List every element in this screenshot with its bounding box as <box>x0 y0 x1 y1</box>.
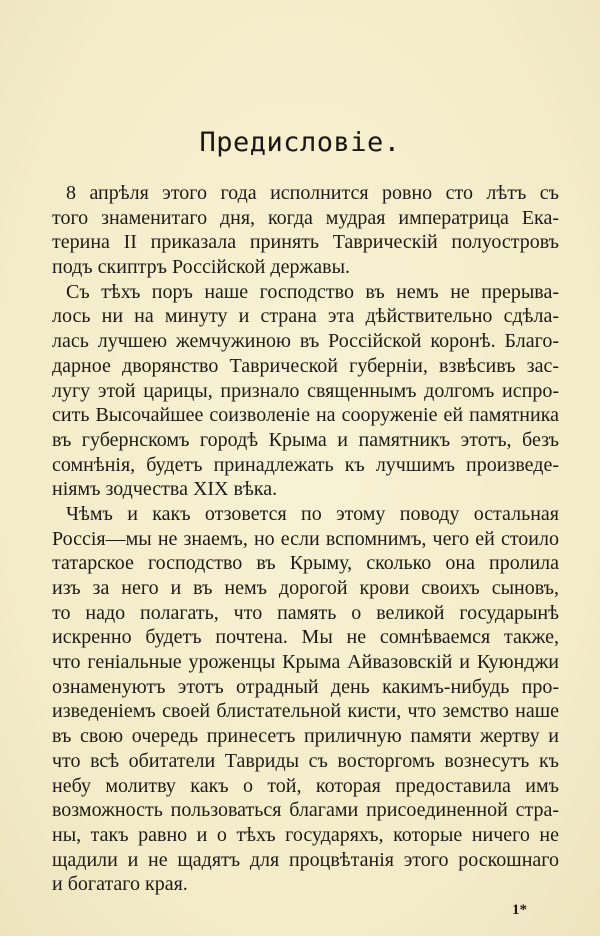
text-line: что геніальные уроженцы Крыма Айвазовскій и Куюнджи <box>52 651 559 674</box>
document-body <box>52 181 559 897</box>
text-line: 8 апрѣля этого года исполнится ровно сто лѣтъ съ <box>66 182 559 204</box>
text-line: возможность пользоваться благами присоединенной стра- <box>52 799 559 822</box>
text-line: сомнѣнія, будетъ принадлежать къ лучшимъ произведе- <box>52 453 559 476</box>
text-line: въ губернскомъ городѣ Крыма и памятникъ этотъ, безъ <box>52 428 559 451</box>
text-line: ніямъ зодчества XIX вѣка. <box>52 478 278 501</box>
text-line: сить Высочайшее соизволеніе на сооруженіе ей памятника <box>52 404 559 427</box>
text-line: лась лучшею жемчужиною въ Россійской коронѣ. Благо- <box>52 330 559 353</box>
page-title: Предисловіе. <box>199 127 401 158</box>
text-line: лось ни на минуту и страна эта дѣйствительно сдѣла- <box>52 305 559 328</box>
paragraph <box>52 181 559 280</box>
text-line: что всѣ обитатели Тавриды съ восторгомъ вознесутъ къ <box>52 749 559 772</box>
text-line: ны, такъ равно и о тѣхъ государяхъ, которые ничего не <box>52 823 559 846</box>
text-line: щадили и не щадятъ для процвѣтанія этого роскошнаго <box>52 848 559 871</box>
text-line: въ свою очередь принесетъ приличную памяти жертву и <box>52 725 559 748</box>
text-line: изъ за него и въ немъ дорогой крови своихъ сыновъ, <box>52 577 559 599</box>
text-line: подъ скиптръ Россійской державы. <box>52 256 351 279</box>
text-line: лугу этой царицы, признало священнымъ долгомъ испро- <box>52 379 559 402</box>
text-line: татарское господство въ Крыму, сколько она пролила <box>52 552 559 575</box>
text-line: изведеніемъ своей блистательной кисти, что земство наше <box>52 700 559 723</box>
text-line: то надо полагать, что память о великой государынѣ <box>52 601 559 624</box>
text-line: того знаменитаго дня, когда мудрая императрица Ека- <box>52 206 559 229</box>
text-line: дарное дворянство Таврической губерніи, взвѣсивъ зас- <box>52 354 559 377</box>
text-line: терина II приказала принять Таврическій полуостровъ <box>52 231 559 254</box>
paragraph <box>52 502 559 897</box>
page-number: 1* <box>512 902 527 918</box>
text-line: Чѣмъ и какъ отзовется по этому поводу остальная <box>66 502 559 525</box>
paragraph <box>52 280 559 502</box>
text-line: небу молитву какъ о той, которая предоставила имъ <box>52 774 559 797</box>
text-line: Россія—мы не знаемъ, но если вспомнимъ, чего ей стоило <box>52 527 559 550</box>
text-line: и богатаго края. <box>52 873 188 896</box>
text-line: ознаменуютъ этотъ отрадный день какимъ-нибудь про- <box>52 675 559 698</box>
text-line: Съ тѣхъ поръ наше господство въ немъ не прерыва- <box>66 280 559 303</box>
text-line: искренно будетъ почтена. Мы не сомнѣваемся также, <box>52 626 559 649</box>
